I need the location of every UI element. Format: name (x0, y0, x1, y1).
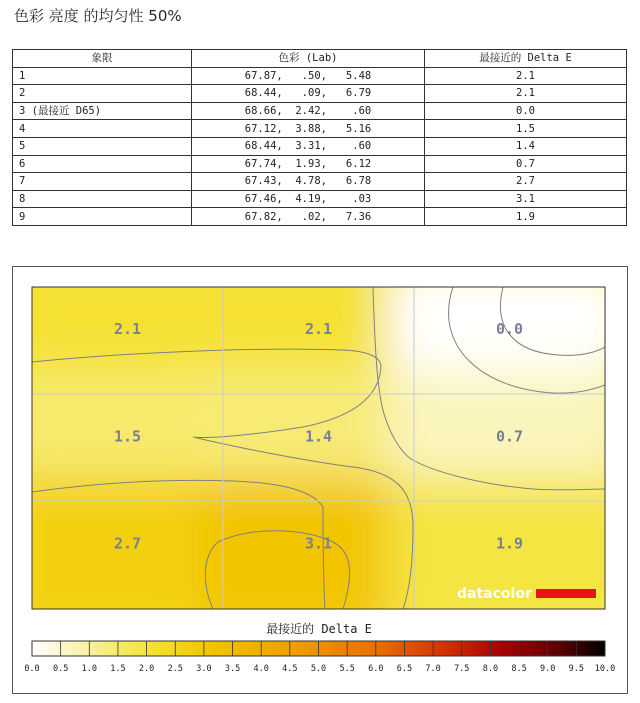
legend-tick-label: 1.0 (81, 664, 97, 674)
lab-cell: 67.82, .02, 7.36 (192, 208, 425, 226)
lab-cell: 67.43, 4.78, 6.78 (192, 173, 425, 191)
table-row (13, 190, 627, 208)
delta-e-cell: 2.1 (425, 85, 627, 103)
legend-tick-label: 5.0 (310, 664, 327, 674)
uniformity-svg (13, 267, 627, 693)
delta-e-cell: 1.9 (425, 208, 627, 226)
quadrant-cell: 7 (13, 173, 192, 191)
legend-tick-label: 10.0 (594, 664, 616, 674)
legend-title: 最接近的 Delta E (266, 622, 372, 636)
page-title: 色彩 亮度 的均匀性 50% (14, 7, 182, 25)
col-header-delta-e: 最接近的 Delta E (425, 50, 627, 68)
legend-tick-label: 7.0 (425, 664, 441, 674)
cell-value-label: 1.4 (304, 427, 333, 446)
brand-bar (536, 589, 596, 598)
legend-tick-label: 4.5 (282, 664, 298, 674)
lab-cell: 67.87, .50, 5.48 (192, 67, 425, 85)
delta-e-cell: 0.0 (425, 102, 627, 120)
table-header-row (13, 50, 627, 68)
brand-text: datacolor (457, 586, 532, 602)
cell-value-label: 2.1 (113, 320, 142, 338)
cell-value-label: 2.1 (304, 320, 333, 338)
delta-e-cell: 0.7 (425, 155, 627, 173)
lab-cell: 67.74, 1.93, 6.12 (192, 155, 425, 173)
delta-e-cell: 2.7 (425, 173, 627, 191)
delta-e-cell: 1.5 (425, 120, 627, 138)
legend-tick-label: 6.5 (396, 664, 413, 674)
legend-tick-label: 7.5 (454, 664, 470, 674)
cell-value-label: 1.9 (495, 534, 524, 553)
table-row (13, 85, 627, 103)
legend-tick-label: 9.0 (540, 664, 556, 674)
legend-tick-label: 4.0 (253, 664, 269, 674)
table-row (13, 102, 627, 120)
heatmap-cell-fill (389, 477, 627, 634)
quadrant-cell: 1 (13, 67, 192, 85)
legend-tick-label: 2.5 (167, 664, 183, 674)
lab-cell: 68.44, .09, 6.79 (192, 85, 425, 103)
legend-tick-label: 0.0 (24, 664, 40, 674)
quadrant-cell: 9 (13, 208, 192, 226)
legend-tick-label: 3.0 (196, 664, 212, 674)
quadrant-cell: 2 (13, 85, 192, 103)
legend-tick-label: 1.5 (110, 664, 126, 674)
table-row (13, 137, 627, 155)
table-row (13, 173, 627, 191)
uniformity-chart (12, 266, 628, 694)
cell-value-label: 0.0 (495, 320, 524, 338)
cell-value-label: 0.7 (495, 427, 524, 446)
quadrant-cell: 5 (13, 137, 192, 155)
lab-cell: 67.46, 4.19, .03 (192, 190, 425, 208)
quadrant-table (12, 49, 627, 226)
cell-value-label: 1.5 (113, 427, 142, 446)
col-header-quadrant: 象限 (13, 50, 192, 68)
table-row (13, 155, 627, 173)
legend-tick-label: 3.5 (224, 664, 241, 674)
col-header-lab: 色彩 (Lab) (192, 50, 425, 68)
delta-e-cell: 3.1 (425, 190, 627, 208)
delta-e-cell: 1.4 (425, 137, 627, 155)
table-row (13, 120, 627, 138)
quadrant-cell: 4 (13, 120, 192, 138)
legend-tick-label: 2.0 (138, 664, 155, 674)
table-row (13, 208, 627, 226)
lab-cell: 67.12, 3.88, 5.16 (192, 120, 425, 138)
legend-tick-label: 5.5 (339, 664, 355, 674)
quadrant-cell: 3 (最接近 D65) (13, 102, 192, 120)
quadrant-cell: 6 (13, 155, 192, 173)
quadrant-cell: 8 (13, 190, 192, 208)
cell-value-label: 2.7 (113, 534, 142, 553)
legend-tick-label: 9.5 (568, 664, 585, 674)
legend-tick-label: 8.5 (511, 664, 527, 674)
cell-value-label: 3.1 (304, 534, 333, 553)
legend-tick-label: 6.0 (368, 664, 384, 674)
legend-tick-label: 0.5 (52, 664, 69, 674)
legend-tick-label: 8.0 (482, 664, 499, 674)
table-row (13, 67, 627, 85)
lab-cell: 68.66, 2.42, .60 (192, 102, 425, 120)
delta-e-cell: 2.1 (425, 67, 627, 85)
lab-cell: 68.44, 3.31, .60 (192, 137, 425, 155)
